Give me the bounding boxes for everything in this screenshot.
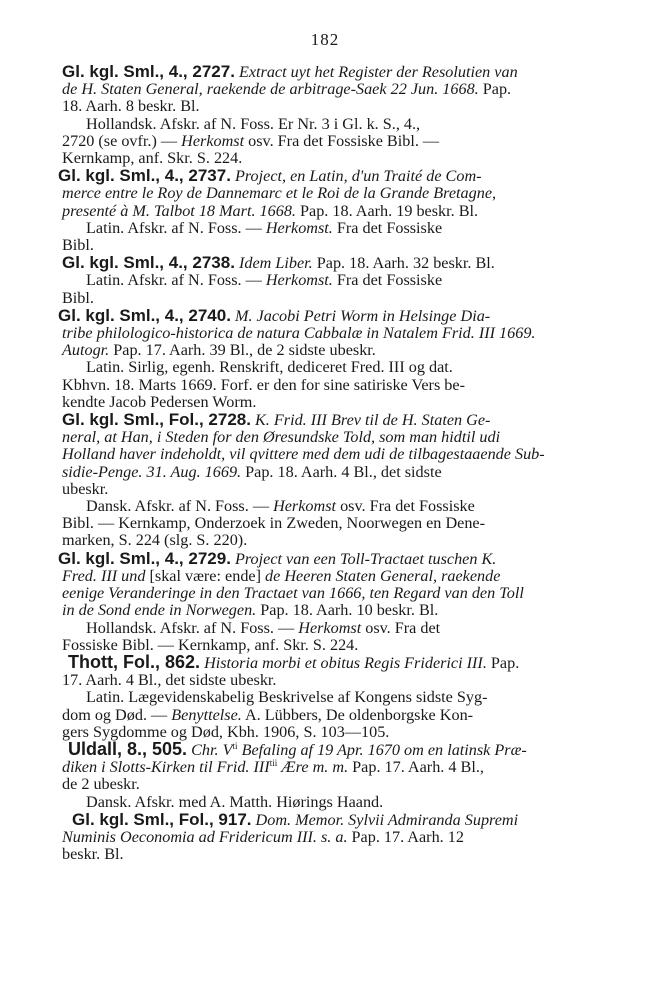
description-text: dom og Død. — [62,705,172,724]
title-text: Project, en Latin, d'un Traité de Com- [234,167,482,186]
title-text: Project van een Toll-Tractaet tuschen K. [234,549,497,568]
description-text: Latin. Afskr. af N. Foss. — [86,271,266,290]
description-text: Pap. [478,80,512,99]
entry-line [62,254,590,272]
shelfmark-heading: Gl. kgl. Sml., 4., 2729. [58,548,231,568]
description-text: Pap. 17. Aarh. 4 Bl., [348,758,484,777]
shelfmark-heading: Gl. kgl. Sml., 4., 2740. [58,305,231,325]
entry-line [58,550,590,568]
entry-line [62,707,590,724]
entry-line [62,325,590,342]
catalogue-entry [58,166,590,255]
title-text: Herkomst [273,497,337,516]
shelfmark-heading: Gl. kgl. Sml., Fol., 917. [72,809,252,829]
shelfmark-heading: Gl. kgl. Sml., 4., 2738. [62,253,235,273]
catalogue-entry [62,651,590,741]
title-text: Chr. V [191,740,233,759]
description-text: 17. Aarh. 4 Bl., det sidste ubeskr. [62,671,277,690]
entry-line [62,150,590,167]
title-text: Numinis Oeconomia ad Fridericum III. s. a. [62,827,348,846]
shelfmark-heading: Uldall, 8., 505. [68,738,188,759]
description-text: Latin. Lægevidenskabelig Beskrivelse af Kongens sidste Syg- [86,688,488,707]
entry-line [62,394,590,411]
description-text: [skal være: ende] [145,566,266,585]
entry-line [62,689,590,706]
title-text: in de Sond ende in Norwegen. [62,601,257,620]
catalogue-entry [62,411,590,550]
entry-line [62,602,590,619]
title-text: M. Jacobi Petri Worm in Helsinge Dia- [234,306,491,325]
description-text: Fossiske Bibl. — Kernkamp, anf. Skr. S. 224. [62,635,359,654]
shelfmark-heading: Gl. kgl. Sml., 4., 2737. [58,166,231,186]
title-text: Herkomst [298,618,362,637]
entry-line [62,98,590,115]
title-text: Autogr. [62,341,110,360]
entry-line [62,776,590,793]
description-text: 2720 (se ovfr.) — [62,131,182,150]
description-text: ubeskr. [62,479,109,498]
description-text: Fra det Fossiske [332,218,443,237]
entry-line [62,203,590,220]
entry-line [62,794,590,811]
entry-line [62,498,590,515]
title-text: Holland haver indeholdt, vil qvittere med dem udi de tilbagestaaende Sub- [62,445,545,464]
title-text: sidie-Penge. 31. Aug. 1669. [62,462,242,481]
title-text: Extract uyt het Register der Resolutien van [238,63,518,81]
catalogue-entry [62,254,590,307]
title-text: K. Frid. III Brev til de H. Staten Ge- [255,411,491,430]
entry-line [62,759,590,776]
description-text: Pap. 18. Aarh. 4 Bl., det sidste [241,462,442,481]
catalogue-entries [58,62,590,864]
description-text: Hollandsk. Afskr. af N. Foss. Er Nr. 3 i Gl. k. S., 4., [86,114,421,133]
shelfmark-heading: Gl. kgl. Sml., 4., 2727. [62,62,235,81]
entry-line [62,116,590,133]
title-text: tribe philologico-historica de natura Cabbalæ in Natalem Frid. III 1669. [62,324,536,343]
shelfmark-heading: Gl. kgl. Sml., Fol., 2728. [62,410,251,430]
entry-line [62,829,590,846]
entry-line [62,272,590,289]
description-text: Latin. Afskr. af N. Foss. — [86,218,266,237]
title-text: eenige Veranderinge in den Tractaet van 1666, ten Regard van den Toll [62,584,524,603]
title-text: merce entre le Roy de Dannemarc et le Roi de la Grande Bretagne, [62,184,497,203]
title-text: Herkomst. [265,218,333,237]
title-text: Historia morbi et obitus Regis Friderici III. [204,653,487,672]
description-text: 18. Aarh. 8 beskr. Bl. [62,97,200,116]
entry-line [68,738,590,759]
catalogue-entry [62,738,590,811]
description-text: marken, S. 224 (slg. S. 220). [62,531,248,550]
description-text: Bibl. — Kernkamp, Onderzoek in Zweden, Noorwegen en Dene- [62,514,485,533]
entry-line [62,568,590,585]
entry-line [62,532,590,549]
catalogue-entry [62,811,590,864]
catalogue-entry [62,63,590,167]
entry-line [62,446,590,463]
title-text: de H. Staten General, raekende de arbitrage-Saek 22 Jun. 1668. [62,80,479,99]
title-text: presenté à M. Talbot 18 Mart. 1668. [62,201,296,220]
title-text: Befaling af 19 Apr. 1670 om en latinsk Præ- [237,740,527,759]
title-text: Dom. Memor. Sylvii Admiranda Supremi [255,810,519,829]
description-text: Dansk. Afskr. af N. Foss. — [86,497,274,516]
title-text: Herkomst [181,131,245,150]
description-text: osv. Fra det Fossiske Bibl. — [244,131,440,150]
entry-line [62,342,590,359]
description-text: osv. Fra det Fossiske [336,497,475,516]
title-text: Herkomst. [265,271,333,290]
entry-line [62,63,590,81]
description-text: Pap. 17. Aarh. 12 [347,827,464,846]
title-text: Idem Liber. [238,254,313,273]
entry-line [62,81,590,98]
entry-line [62,672,590,689]
title-text: Fred. III und [62,566,146,585]
entry-line [62,185,590,202]
entry-line [62,377,590,394]
superscript-text: ti [232,740,238,751]
entry-line [68,651,590,672]
entry-line [62,411,590,429]
shelfmark-heading: Thott, Fol., 862. [68,651,201,672]
description-text: beskr. Bl. [62,845,124,864]
entry-line [62,429,590,446]
description-text: Dansk. Afskr. med A. Matth. Hiørings Haand. [86,792,384,811]
description-text: Bibl. [62,236,94,255]
description-text: osv. Fra det [361,618,441,637]
description-text: gers Sygdomme og Død, Kbh. 1906, S. 103—105. [62,722,390,741]
entry-line [62,846,590,863]
description-text: de 2 ubeskr. [62,775,140,794]
description-text: Pap. 17. Aarh. 39 Bl., de 2 sidste ubeskr. [109,341,376,360]
entry-line [58,167,590,185]
title-text: neral, at Han, i Steden for den Øresundske Told, som man hidtil udi [62,428,501,447]
entry-line [62,290,590,307]
entry-line [72,811,590,829]
description-text: Pap. 18. Aarh. 19 beskr. Bl. [295,201,479,220]
entry-line [62,585,590,602]
description-text: Pap. 18. Aarh. 32 beskr. Bl. [312,254,495,273]
entry-line [62,133,590,150]
entry-line [62,464,590,481]
description-text: Hollandsk. Afskr. af N. Foss. — [86,618,299,637]
description-text: Bibl. [62,288,94,307]
title-text: de Heeren Staten General, raekende [265,566,501,585]
description-text: kendte Jacob Pedersen Worm. [62,392,257,411]
description-text: Kernkamp, anf. Skr. S. 224. [62,149,243,168]
description-text: Pap. [486,653,520,672]
description-text: Latin. Sirlig, egenh. Renskrift, dediceret Fred. III og dat. [86,358,453,377]
catalogue-entry [58,305,590,411]
description-text: A. Lübbers, De oldenborgske Kon- [241,705,474,724]
entry-line [62,515,590,532]
superscript-text: tii [269,758,278,769]
entry-line [62,481,590,498]
description-text: Kbhvn. 18. Marts 1669. Forf. er den for sine satiriske Vers be- [62,375,465,394]
entry-line [58,307,590,325]
page-number: 182 [310,30,340,49]
catalogue-entry [58,548,590,654]
title-text: Ære m. m. [277,758,349,777]
description-text: Pap. 18. Aarh. 10 beskr. Bl. [256,601,439,620]
description-text: Fra det Fossiske [332,271,443,290]
entry-line [62,359,590,376]
title-text: diken i Slotts-Kirken til Frid. III [62,758,270,777]
entry-line [62,620,590,637]
entry-line [62,237,590,254]
title-text: Benyttelse. [171,705,242,724]
entry-line [62,220,590,237]
